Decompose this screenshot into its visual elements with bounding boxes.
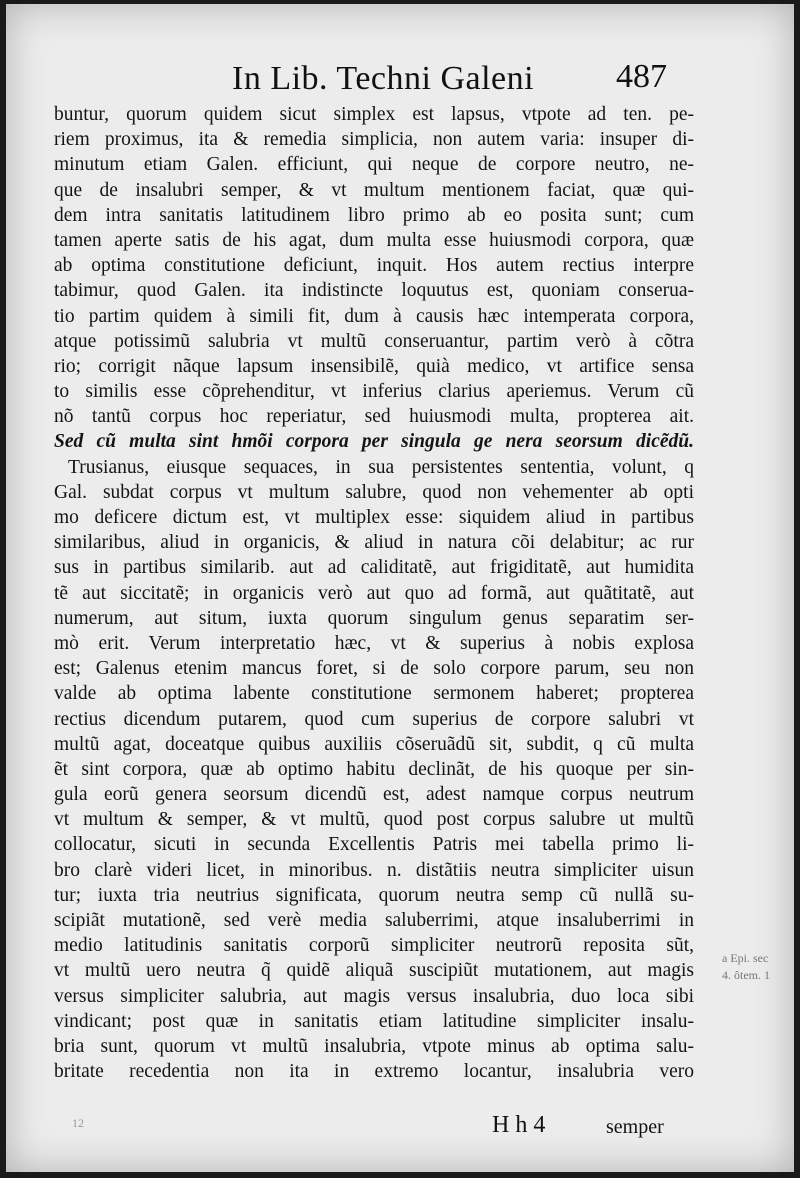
text-line: collocatur, sicuti in secunda Excellentis Patris mei tabella primo li-	[54, 834, 694, 856]
text-line: tur; iuxta tria neutrius significata, quorum neutra semp cũ nullã su-	[54, 884, 694, 906]
text-line: medio latitudinis sanitatis corporũ simpliciter neutrorũ reposita sũt,	[54, 935, 694, 957]
text-line: ab optima constitutione deficiunt, inquit. Hos autem rectius interpre	[54, 255, 694, 277]
running-title: In Lib. Techni Galeni	[232, 60, 535, 97]
text-line: est; Galenus etenim mancus foret, si de solo corpore parum, seu non	[54, 658, 694, 680]
text-line: numerum, aut situm, iuxta quorum singulum genus separatim ser-	[54, 607, 694, 629]
text-line: ẽt sint corpora, quæ ab optimo habitu declinãt, de his quoque per sin-	[54, 758, 694, 780]
text-line: Gal. subdat corpus vt multum salubre, quod non vehementer ab opti	[54, 481, 694, 503]
text-line: dem intra sanitatis latitudinem libro primo ab eo posita sunt; cum	[54, 204, 694, 226]
text-line: tẽ aut siccitatẽ; in organicis verò aut quo ad formã, aut quãtitatẽ, aut	[54, 582, 694, 604]
text-line: multũ agat, doceatque quibus auxiliis cõseruãdũ sit, subdit, q cũ multa	[54, 733, 694, 755]
body-text	[54, 102, 694, 1084]
book-page	[6, 4, 794, 1172]
text-line: que de insalubri semper, & vt multum mentionem faciat, quæ qui-	[54, 179, 694, 201]
text-line: tio partim quidem à simili fit, dum à causis hæc intemperata corpora,	[54, 305, 694, 327]
text-line: rectius dicendum putarem, quod cum superius de corpore salubri vt	[54, 708, 694, 730]
text-line: to similis esse cõprehenditur, vt inferius clarius aperiemus. Verum cũ	[54, 381, 694, 403]
text-line: scipiãt mutationẽ, sed verè media saluberrimi, atque insaluberrimi in	[54, 910, 694, 931]
page-number: 487	[616, 58, 667, 95]
corner-mark: 12	[72, 1116, 84, 1130]
text-line: buntur, quorum quidem sicut simplex est lapsus, vtpote ad ten. pe-	[54, 104, 694, 125]
text-line: Trusianus, eiusque sequaces, in sua persistentes sententia, volunt, q	[68, 456, 694, 478]
text-line: versus simpliciter salubria, aut magis versus insalubria, duo loca sibi	[54, 985, 694, 1007]
text-line: valde ab optima labente constitutione sermonem haberet; propterea	[54, 683, 694, 705]
text-line: vt multũ uero neutra q̃ quidẽ aliquã suscipiũt mutationem, aut magis	[54, 960, 694, 982]
text-line: bro clarè videri licet, in minoribus. n. distãtiis neutra simpliciter uisun	[54, 859, 694, 881]
text-line: nõ tantũ corpus hoc reperiatur, sed huiusmodi multa, propterea ait.	[54, 406, 694, 428]
text-line: gula eorũ genera seorsum dicendũ est, adest namque corpus neutrum	[54, 784, 694, 806]
text-line: britate recedentia non ita in extremo locantur, insalubria vero	[54, 1061, 694, 1083]
signature-mark: H h 4	[492, 1112, 546, 1138]
page-header	[6, 56, 794, 106]
margin-note: a Epi. sec 4. ôtem. 1	[722, 951, 770, 982]
text-line: sus in partibus similarib. aut ad caliditatẽ, aut frigiditatẽ, aut humidita	[54, 557, 694, 579]
text-line: minutum etiam Galen. efficiunt, qui neque de corpore neutro, ne-	[54, 154, 694, 176]
catchword: semper	[606, 1116, 664, 1138]
text-line: similaribus, aliud in organicis, & aliud in natura cõi delabitur; ac rur	[54, 532, 694, 554]
text-line: tabimur, quod Galen. ita indistincte loquutus est, quoniam conserua-	[54, 280, 694, 302]
text-line: rio; corrigit nãque lapsum insensibilẽ, quià medico, vt artifice sensa	[54, 355, 694, 377]
page-footer	[6, 1112, 794, 1152]
text-line: bria sunt, quorum vt multũ insalubria, vtpote minus ab optima salu-	[54, 1035, 694, 1057]
text-line: tamen aperte satis de his agat, dum multa esse huiusmodi corpora, quæ	[54, 229, 694, 251]
text-line: vindicant; post quæ in sanitatis etiam latitudine simpliciter insalu-	[54, 1010, 694, 1032]
text-line: Sed cũ multa sint hmõi corpora per singula ge nera seorsum dicẽdũ.	[54, 431, 694, 453]
text-line: vt multum & semper, & vt multũ, quod post corpus salubre ut multũ	[54, 809, 694, 831]
text-line: riem proximus, ita & remedia simplicia, non autem varia: insuper di-	[54, 129, 694, 151]
text-line: atque potissimũ salubria vt multũ conseruantur, partim verò à cõtra	[54, 330, 694, 352]
text-line: mò erit. Verum interpretatio hæc, vt & superius à nobis explosa	[54, 632, 694, 654]
text-line: mo deficere dictum est, vt multiplex esse: siquidem aliud in partibus	[54, 507, 694, 528]
